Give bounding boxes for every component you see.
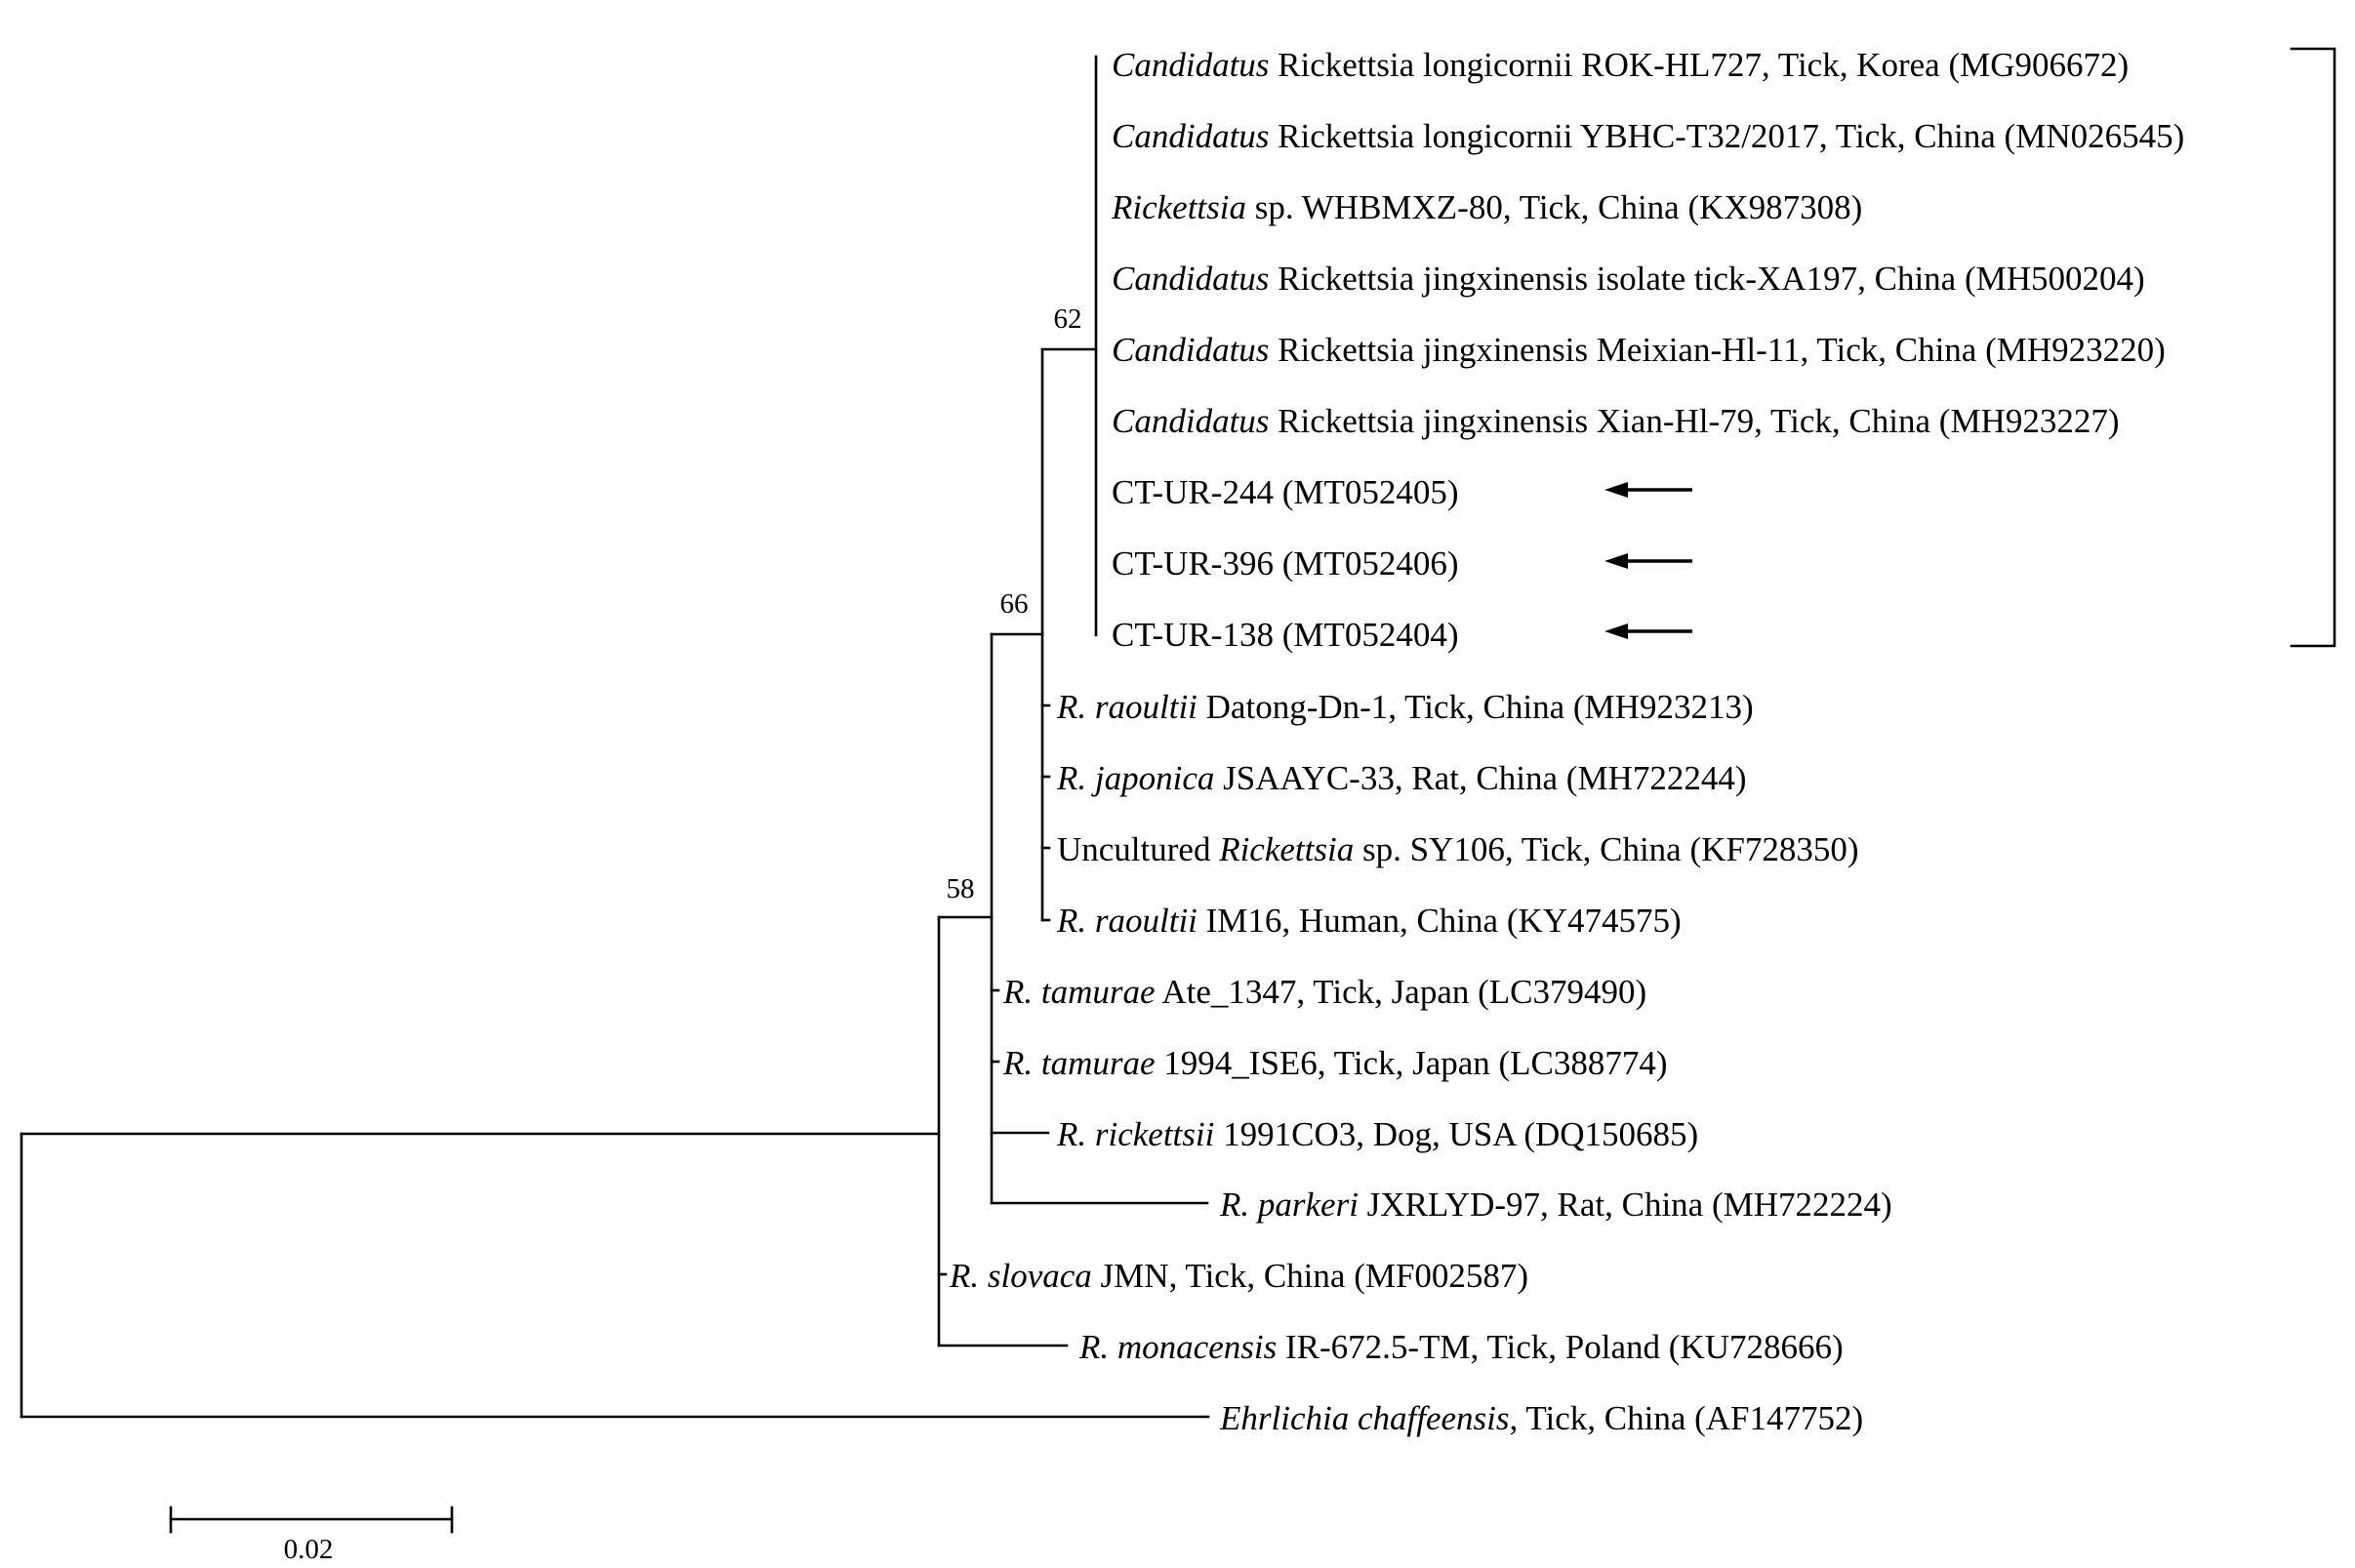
bootstrap-n58: 58 (946, 873, 975, 905)
taxon-label-outgroup: Ehrlichia chaffeensis, Tick, China (AF147752) (1220, 1399, 1864, 1437)
taxon-label-ct-ur-396: CT-UR-396 (MT052406) (1112, 544, 1459, 583)
taxon-label: R. slovaca JMN, Tick, China (MF002587) (950, 1257, 1529, 1295)
taxon-label: R. japonica JSAAYC-33, Rat, China (MH722244) (1057, 759, 1747, 797)
taxon-label: Candidatus Rickettsia jingxinensis isolate tick-XA197, China (MH500204) (1112, 260, 2145, 298)
taxon-label-ct-ur-138: CT-UR-138 (MT052404) (1112, 616, 1459, 654)
scale-bar (171, 1508, 452, 1565)
taxon-label: R. monacensis IR-672.5-TM, Tick, Poland (KU728666) (1079, 1328, 1844, 1366)
taxon-label: R. tamurae Ate_1347, Tick, Japan (LC379490) (1003, 973, 1647, 1011)
taxon-label: R. raoultii Datong-Dn-1, Tick, China (MH923213) (1057, 688, 1754, 726)
taxon-label: Uncultured Rickettsia sp. SY106, Tick, China (KF728350) (1057, 830, 1859, 868)
bootstrap-values (947, 303, 1082, 905)
scale-bar-label: 0.02 (283, 1534, 334, 1565)
taxon-label: Candidatus Rickettsia jingxinensis Xian-Hl-79, Tick, China (MH923227) (1112, 402, 2120, 440)
taxon-label: Rickettsia sp. WHBMXZ-80, Tick, China (KX987308) (1112, 188, 1863, 226)
tree-branches (21, 49, 2335, 1417)
taxon-label: R. raoultii IM16, Human, China (KY474575) (1057, 902, 1682, 940)
bootstrap-n62: 62 (1053, 303, 1082, 335)
arrow-left-icon (1604, 553, 1692, 569)
taxon-label: R. parkeri JXRLYD-97, Rat, China (MH722224) (1220, 1186, 1892, 1224)
arrow-left-icon (1604, 623, 1692, 639)
study-sequence-markers (1604, 482, 1692, 639)
taxon-labels (946, 46, 2185, 1437)
taxon-label: Candidatus Rickettsia longicornii ROK-HL727, Tick, Korea (MG906672) (1112, 46, 2130, 84)
bootstrap-n66: 66 (999, 588, 1029, 620)
clade-bracket (2292, 49, 2335, 646)
taxon-label: R. rickettsii 1991CO3, Dog, USA (DQ150685) (1057, 1115, 1699, 1153)
taxon-label: R. tamurae 1994_ISE6, Tick, Japan (LC388774) (1003, 1044, 1668, 1082)
taxon-label: Candidatus Rickettsia jingxinensis Meixian-Hl-11, Tick, China (MH923220) (1112, 331, 2166, 369)
taxon-label-ct-ur-244: CT-UR-244 (MT052405) (1112, 473, 1459, 511)
taxon-label: Candidatus Rickettsia longicornii YBHC-T32/2017, Tick, China (MN026545) (1112, 117, 2185, 155)
arrow-left-icon (1604, 482, 1692, 498)
